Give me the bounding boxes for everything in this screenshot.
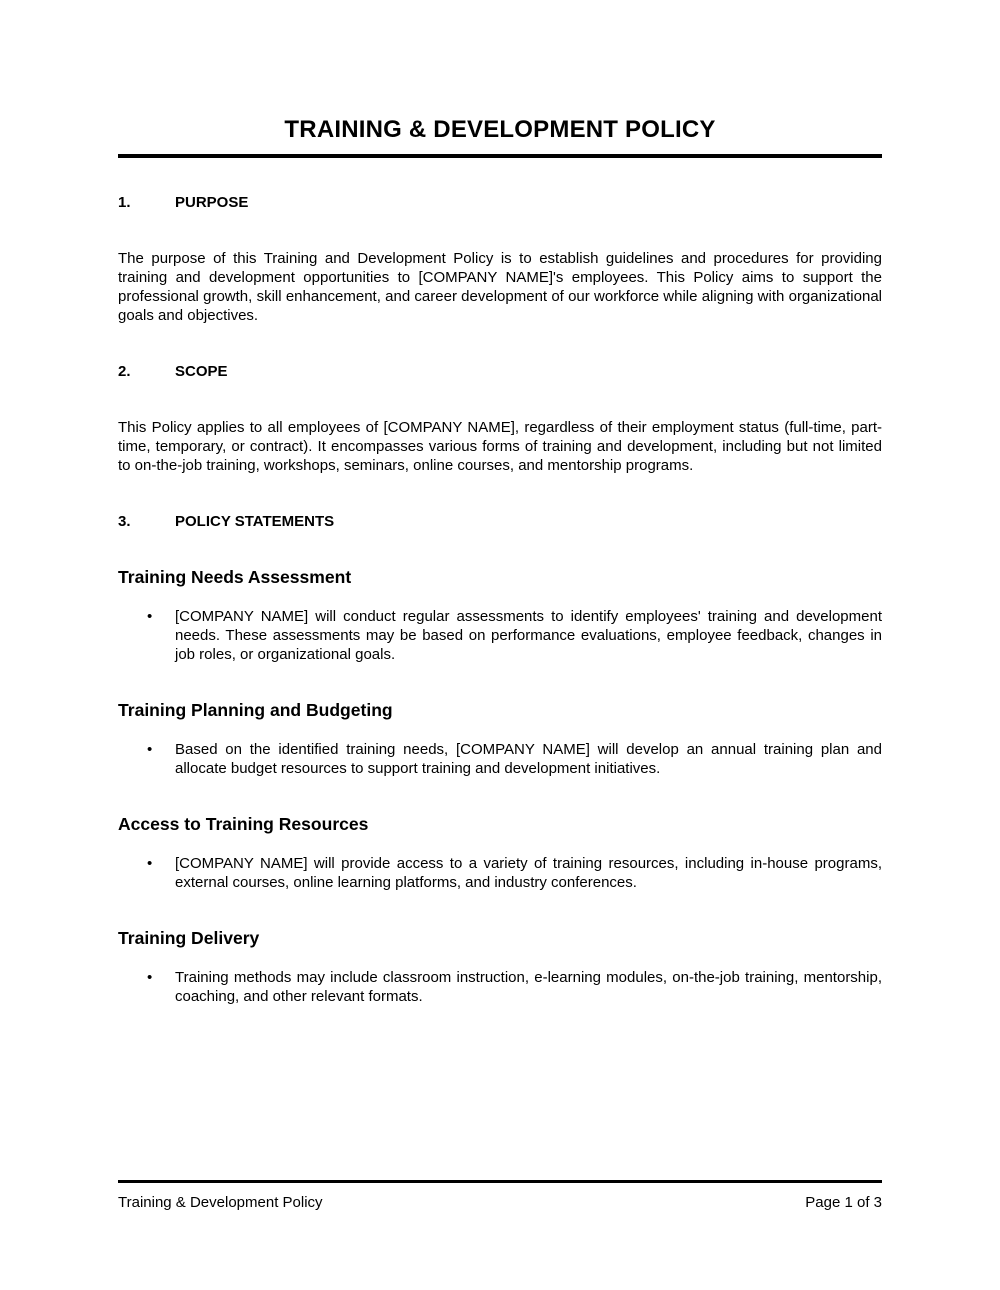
- section-number: 3.: [118, 513, 131, 530]
- subsection-training-needs-assessment: [118, 568, 882, 664]
- section-paragraph: The purpose of this Training and Development Policy is to establish guidelines and procedures for providing training and development opportunities to [COMPANY NAME]'s employees. This Policy aims to support the professional growth, skill enhancement, and career development of our workforce while aligning with organizational goals and objectives.: [118, 250, 882, 324]
- section-number: 2.: [118, 363, 131, 380]
- section-scope: [118, 362, 882, 475]
- section-heading: [118, 193, 882, 212]
- bullet-icon: •: [147, 855, 153, 872]
- bullet-text: [COMPANY NAME] will provide access to a variety of training resources, including in-house programs, external courses, online learning platforms, and industry conferences.: [175, 855, 882, 891]
- subsection-heading: Access to Training Resources: [118, 814, 369, 834]
- section-heading-label: POLICY STATEMENTS: [175, 513, 335, 530]
- bullet-icon: •: [147, 969, 153, 986]
- subsection-heading: Training Planning and Budgeting: [118, 700, 393, 720]
- section-purpose: [118, 193, 882, 325]
- bullet-text: [COMPANY NAME] will conduct regular assessments to identify employees' training and development needs. These assessments may be based on performance evaluations, employee feedback, changes in job roles, or organizational goals.: [175, 608, 882, 663]
- subsection-heading: Training Needs Assessment: [118, 567, 352, 587]
- page-footer: [118, 1180, 882, 1212]
- subsection-training-delivery: [118, 929, 882, 1006]
- subsection-heading: Training Delivery: [118, 928, 260, 948]
- section-paragraph: This Policy applies to all employees of [COMPANY NAME], regardless of their employment status (full-time, part-time, temporary, or contract). It encompasses various forms of training and development, including but not limited to on-the-job training, workshops, seminars, online courses, and mentorship programs.: [118, 419, 882, 474]
- section-heading: [118, 362, 882, 381]
- bullet-list-item: [118, 854, 882, 892]
- footer-document-title: Training & Development Policy: [118, 1194, 323, 1211]
- subsection-access-to-training-resources: [118, 815, 882, 892]
- bullet-list-item: [118, 968, 882, 1006]
- bullet-icon: •: [147, 741, 153, 758]
- subsection-training-planning-and-budgeting: [118, 701, 882, 778]
- section-heading-label: SCOPE: [175, 363, 228, 380]
- bullet-text: Training methods may include classroom instruction, e-learning modules, on-the-job training, mentorship, coaching, and other relevant formats.: [175, 969, 882, 1005]
- footer-page-number: Page 1 of 3: [805, 1194, 882, 1211]
- section-heading-label: PURPOSE: [175, 194, 249, 211]
- section-heading: [118, 512, 882, 531]
- section-policy-statements: [118, 512, 882, 1006]
- bullet-text: Based on the identified training needs, [COMPANY NAME] will develop an annual training plan and allocate budget resources to support training and development initiatives.: [175, 741, 882, 777]
- bullet-list-item: [118, 740, 882, 778]
- document-title: TRAINING & DEVELOPMENT POLICY: [284, 116, 716, 143]
- bullet-icon: •: [147, 608, 153, 625]
- bullet-list-item: [118, 607, 882, 664]
- title-divider: [118, 154, 882, 158]
- section-number: 1.: [118, 194, 131, 211]
